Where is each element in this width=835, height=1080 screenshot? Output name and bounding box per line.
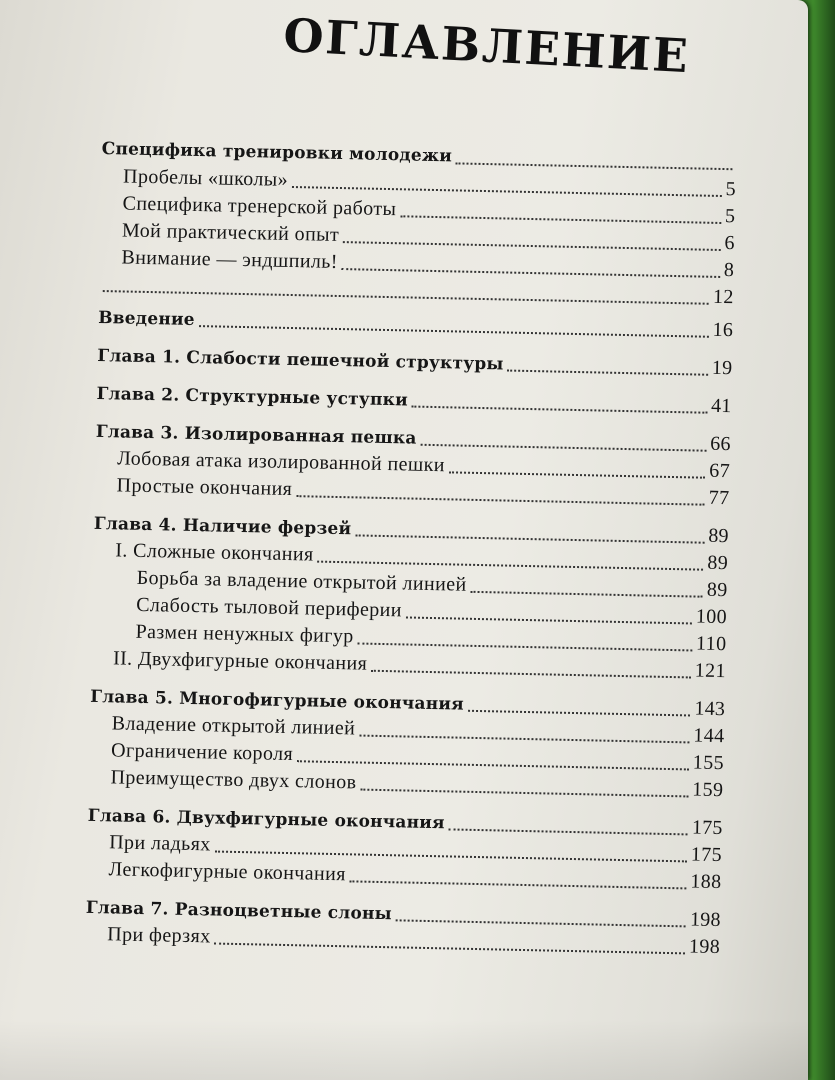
toc-page-number: 66 [710,432,731,456]
dot-leader [355,534,704,543]
toc-page-number: 143 [694,697,726,721]
toc-entry-label: Специфика тренировки молодежи [101,138,453,167]
dot-leader [297,760,689,770]
toc-page-number: 121 [694,659,727,683]
toc-entry-label: Введение [97,307,196,330]
toc-page-number: 67 [709,459,731,483]
page-title: ОГЛАВЛЕНИЕ [282,8,692,84]
dot-leader [371,669,691,678]
toc-entry-label: Специфика тренерской работы [122,192,397,221]
toc-page-number: 198 [689,908,721,932]
toc-page-number: 19 [711,356,733,380]
dot-leader [350,880,687,889]
toc-page-number: 100 [695,605,728,629]
toc-page-number: 159 [692,778,724,802]
toc-entry-label: Ограничение короля [110,739,294,766]
toc-entry-label: Глава 3. Изолированная пешка [95,421,417,449]
dot-leader [412,405,707,413]
toc-entry-label: Глава 6. Двухфигурные окончания [87,805,445,834]
toc-page-number: 198 [688,935,721,959]
toc-page-number: 144 [693,724,725,748]
toc-entry-label: Легкофигурные окончания [108,858,347,886]
toc-entry-label: Борьба за владение открытой линией [136,566,467,596]
dot-leader [406,616,692,624]
dot-leader [360,788,688,797]
toc-entry-label: Слабость тыловой периферии [135,593,403,622]
dot-leader [342,268,720,278]
dot-leader [214,942,684,954]
toc-entry-label: Преимущество двух слонов [110,766,357,794]
dot-leader [359,734,689,743]
toc-page-number: 89 [706,578,728,602]
toc-page-number: 110 [695,632,727,656]
toc-entry-label: Глава 1. Слабости пешечной структуры [97,345,504,375]
dot-leader [420,443,706,451]
toc-page-number: 8 [723,259,735,282]
toc-page-number: 188 [690,870,722,894]
toc-entry-label: Мой практический опыт [121,219,340,246]
dot-leader [400,215,721,224]
toc-page-number: 89 [707,551,729,575]
toc-page-number: 12 [712,285,734,309]
dot-leader [508,369,708,375]
toc-page-number: 6 [724,232,736,255]
toc-page-number: 5 [724,205,736,228]
dot-leader [317,560,703,570]
toc-entry-label: Глава 5. Многофигурные окончания [90,686,465,715]
toc-page-number: 16 [712,318,734,342]
dot-leader [456,162,733,170]
dot-leader [343,241,720,251]
toc-entry-label: Глава 4. Наличие ферзей [93,513,352,540]
toc-page-number: 155 [692,751,725,775]
toc-entry-label: При ладьях [108,831,211,856]
dot-leader [396,919,686,927]
toc-entry-label: Лобовая атака изолированной пешки [117,447,446,477]
toc-entry-label: Размен ненужных фигур [135,620,354,648]
toc-entry-label: Простые окончания [116,474,293,501]
toc-page-number: 41 [710,394,732,418]
toc-entry-label: I. Сложные окончания [115,539,314,566]
toc-entry-label: Владение открытой линией [111,712,356,740]
toc-entry-label: II. Двухфигурные окончания [112,647,368,675]
toc-page-number: 5 [725,178,737,201]
dot-leader [449,471,705,478]
toc-page-number: 175 [690,843,723,867]
dot-leader [449,828,688,835]
toc-page-number: 89 [708,524,729,548]
toc-page-number: 77 [708,486,730,510]
dot-leader [470,590,702,597]
toc-entry-label: Внимание — эндшпиль! [121,246,339,273]
toc-entry-label: Глава 2. Структурные уступки [96,383,409,411]
toc-entry-label: При ферзях [107,923,211,948]
toc-page-number: 175 [691,816,723,840]
dot-leader [468,709,691,716]
toc-entry-label: Глава 7. Разноцветные слоны [85,897,393,925]
table-of-contents [85,136,737,961]
dot-leader [358,642,692,651]
toc-entry-label: Пробелы «школы» [122,165,289,191]
